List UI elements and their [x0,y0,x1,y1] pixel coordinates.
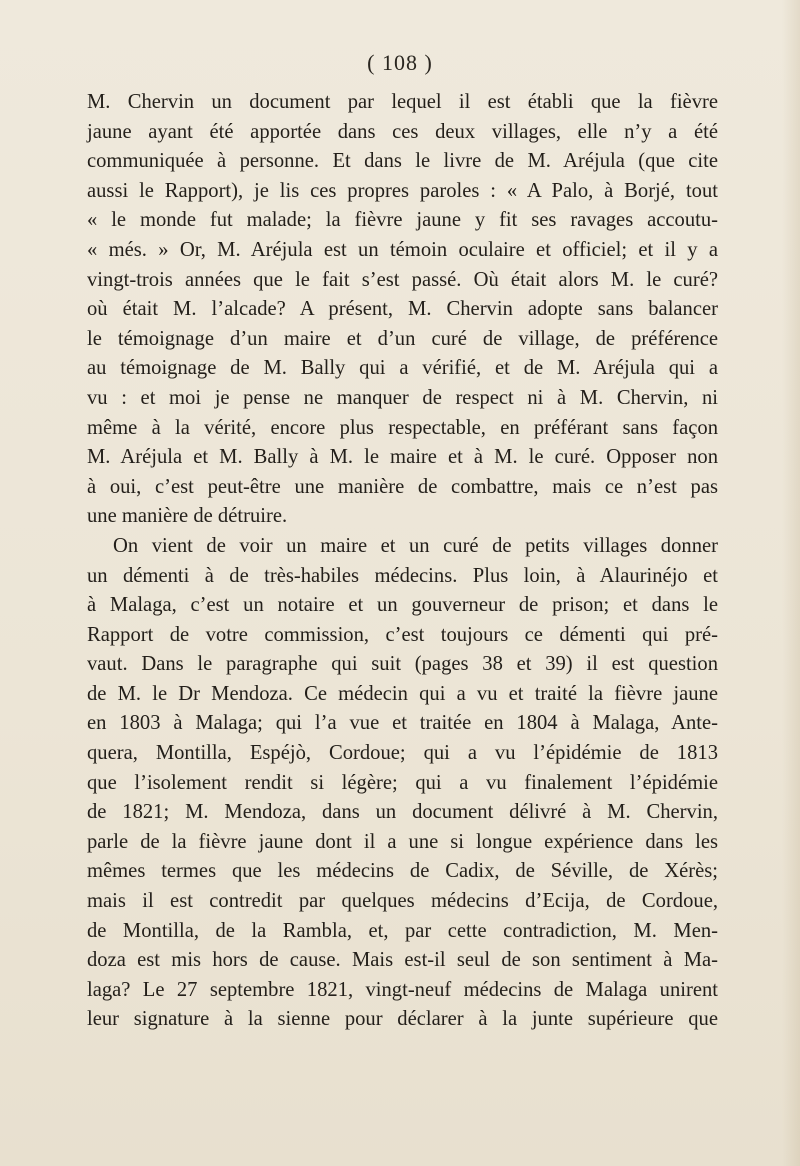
text-line: Rapport de votre commission, c’est toujours ce démenti qui pré- [87,623,718,646]
text-line: doza est mis hors de cause. Mais est-il seul de son sentiment à Ma- [87,949,718,972]
text-line: « le monde fut malade; la fièvre jaune y fit ses ravages accoutu- [87,209,718,232]
text-line: au témoignage de M. Bally qui a vérifié, et de M. Aréjula qui a [87,357,718,380]
text-line: où était M. l’alcade? A présent, M. Chervin adopte sans balancer [87,298,718,321]
text-line: jaune ayant été apportée dans ces deux villages, elle n’y a été [87,120,718,143]
text-line: leur signature à la sienne pour déclarer à la junte supérieure que [87,1008,718,1031]
text-line: à Malaga, c’est un notaire et un gouverneur de prison; et dans le [87,594,718,617]
text-line: de M. le Dr Mendoza. Ce médecin qui a vu et traité la fièvre jaune [87,682,718,705]
text-line: aussi le Rapport), je lis ces propres paroles : « A Palo, à Borjé, tout [87,179,718,202]
text-line: même à la vérité, encore plus respectable, en préférant sans façon [87,416,718,439]
text-line: de Montilla, de la Rambla, et, par cette contradiction, M. Men- [87,919,718,942]
body-text [87,88,718,1035]
text-line: le témoignage d’un maire et d’un curé de village, de préférence [87,327,718,350]
text-line: On vient de voir un maire et un curé de petits villages donner [113,534,718,557]
page-number: ( 108 ) [367,50,433,75]
text-line: mêmes termes que les médecins de Cadix, de Séville, de Xérès; [87,860,718,883]
page-edge-shadow [782,0,800,1166]
text-line: que l’isolement rendit si légère; qui a vu finalement l’épidémie [87,771,718,794]
text-line: « més. » Or, M. Aréjula est un témoin oculaire et officiel; et il y a [87,238,718,261]
text-line: laga? Le 27 septembre 1821, vingt-neuf médecins de Malaga unirent [87,978,718,1001]
text-line: de 1821; M. Mendoza, dans un document délivré à M. Chervin, [87,801,718,824]
text-line: quera, Montilla, Espéjò, Cordoue; qui a vu l’épidémie de 1813 [87,742,718,765]
text-line: M. Aréjula et M. Bally à M. le maire et à M. le curé. Opposer non [87,446,718,469]
text-line: à oui, c’est peut-être une manière de combattre, mais ce n’est pas [87,475,718,498]
text-line: parle de la fièvre jaune dont il a une si longue expérience dans les [87,830,718,853]
text-line: une manière de détruire. [87,505,288,528]
text-line: communiquée à personne. Et dans le livre de M. Aréjula (que cite [87,150,718,173]
text-line: mais il est contredit par quelques médecins d’Ecija, de Cordoue, [87,890,718,913]
text-line: un démenti à de très-habiles médecins. Plus loin, à Alaurinéjo et [87,564,718,587]
text-line: vu : et moi je pense ne manquer de respect ni à M. Chervin, ni [87,386,718,409]
text-line: en 1803 à Malaga; qui l’a vue et traitée en 1804 à Malaga, Ante- [87,712,718,735]
text-line: vingt-trois années que le fait s’est passé. Où était alors M. le curé? [87,268,718,291]
text-line: vaut. Dans le paragraphe qui suit (pages 38 et 39) il est question [87,653,718,676]
text-line: M. Chervin un document par lequel il est établi que la fièvre [87,91,718,113]
